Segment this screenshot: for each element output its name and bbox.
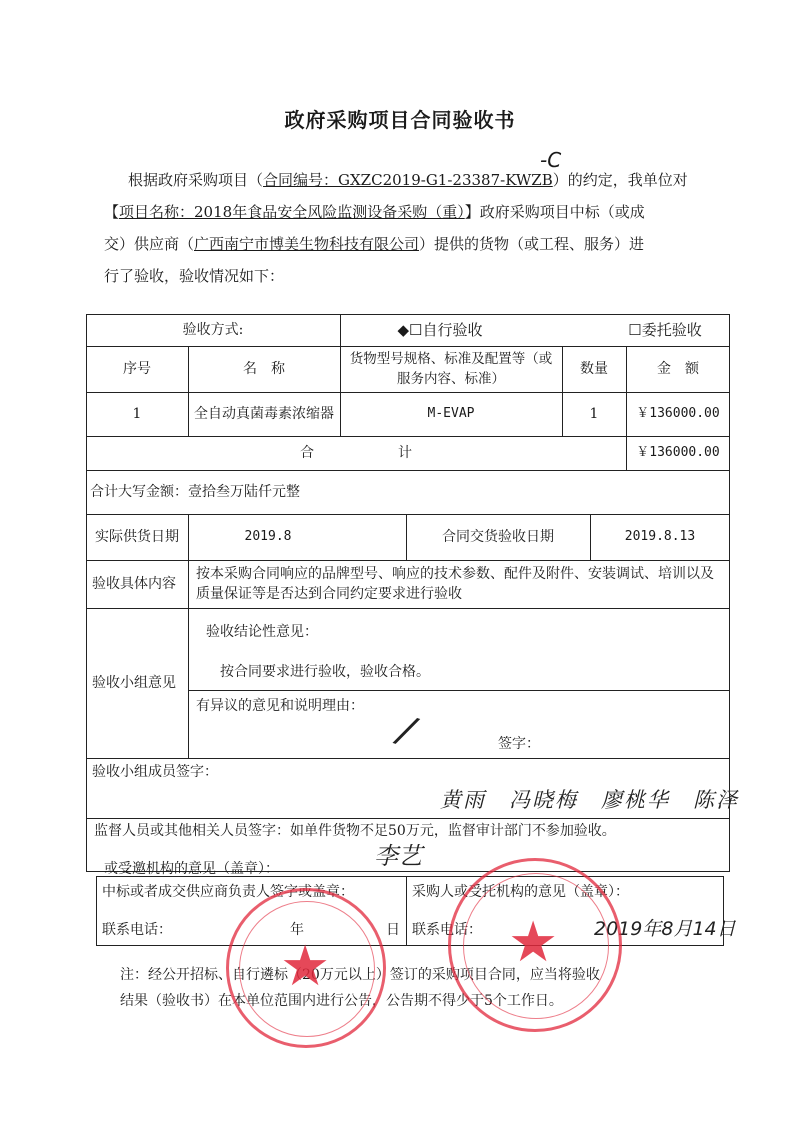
star-icon: ★ [508, 910, 559, 975]
row-rule [188, 690, 730, 691]
col-rule [406, 876, 407, 946]
item-spec: M-EVAP [427, 406, 475, 421]
supply-date-label: 实际供货日期 [95, 529, 179, 545]
method-label: 验收方式: [182, 322, 244, 338]
header-qty: 数量 [580, 361, 608, 377]
members-signatures: 黄雨 冯晓梅 廖桃华 陈泽 [440, 788, 739, 812]
header-seq: 序号 [123, 361, 151, 377]
header-amount: 金 额 [657, 361, 699, 377]
item-amount: ￥136000.00 [636, 406, 720, 421]
supplier-name: 广西南宁市博美生物科技有限公司 [194, 235, 420, 253]
purchaser-seal [448, 858, 622, 1032]
star-icon: ★ [280, 934, 331, 999]
total-label: 合 计 [300, 445, 412, 461]
intro-line-1: 根据政府采购项目（合同编号：GXZC2019-G1-23387-KWZB）的约定，我单位对 [128, 171, 688, 189]
project-name: 项目名称：2018年食品安全风险监测设备采购（重） [119, 203, 465, 221]
conclusion-text: 按合同要求进行验收，验收合格。 [220, 664, 430, 680]
dissent-label: 有异议的意见和说明理由： [196, 698, 364, 714]
day-char: 日 [386, 922, 400, 938]
supervisor-text: 监督人员或其他相关人员签字：如单件货物不足50万元，监督审计部门不参加验收。 [94, 823, 616, 839]
phone-label-left: 联系电话： [102, 922, 172, 938]
header-name: 名 称 [243, 361, 285, 377]
intro-line-3: 交）供应商（广西南宁市博美生物科技有限公司）提供的货物（或工程、服务）进 [104, 235, 645, 253]
content-label: 验收具体内容 [92, 576, 176, 592]
method-self-checkbox: ◆☐自行验收 [397, 321, 483, 339]
dissent-mark: / [393, 707, 420, 753]
contract-date: 2019.8.13 [624, 529, 696, 544]
item-name: 全自动真菌毒素浓缩器 [194, 406, 334, 422]
item-seq: 1 [132, 406, 142, 422]
supplier-seal [226, 888, 386, 1048]
capital-amount: 合计大写金额：壹拾叁万陆仟元整 [90, 484, 300, 500]
content-text: 按本采购合同响应的品牌型号、响应的技术参数、配件及附件、安装调试、培训以及质量保证等是否达到合同约定要求进行验收 [196, 566, 714, 602]
members-label: 验收小组成员签字： [92, 764, 218, 780]
group-opinion-label: 验收小组意见 [92, 675, 176, 691]
intro-line-2: 【项目名称：2018年食品安全风险监测设备采购（重）】政府采购项目中标（或成 [104, 203, 645, 221]
intro-line-4: 行了验收，验收情况如下： [104, 267, 285, 285]
invited-signature: 李艺 [374, 842, 422, 870]
purchaser-sign-label: 采购人或受托机构的意见（盖章）： [412, 884, 629, 900]
supplier-sign-label: 中标或者成交供应商负责人签字或盖章： [102, 884, 354, 900]
method-entrust-checkbox: ☐委托验收 [628, 321, 702, 339]
phone-label-right: 联系电话： [412, 922, 482, 938]
handwritten-suffix: -C [540, 148, 562, 172]
note-line-2: 结果（验收书）在本单位范围内进行公告，公告期不得少于5个工作日。 [120, 993, 563, 1009]
contract-number: 合同编号：GXZC2019-G1-23387-KWZB [263, 171, 553, 189]
row-rule [86, 758, 730, 759]
dissent-sign-label: 签字： [498, 736, 540, 752]
supply-date: 2019.8 [244, 529, 292, 544]
year-char: 年 [290, 922, 304, 938]
note-line-1: 注：经公开招标、自行遴标（20万元以上）签订的采购项目合同，应当将验收 [120, 967, 600, 983]
page-title: 政府采购项目合同验收书 [284, 108, 516, 132]
sign-date: 2019年8月14日 [594, 918, 736, 940]
header-spec: 货物型号规格、标准及配置等（或服务内容、标准） [349, 351, 553, 387]
conclusion-label: 验收结论性意见： [206, 624, 318, 640]
contract-date-label: 合同交货验收日期 [442, 529, 554, 545]
item-qty: 1 [589, 406, 599, 422]
total-amount: ￥136000.00 [636, 445, 720, 460]
invited-label: 或受邀机构的意见（盖章）： [104, 861, 279, 877]
